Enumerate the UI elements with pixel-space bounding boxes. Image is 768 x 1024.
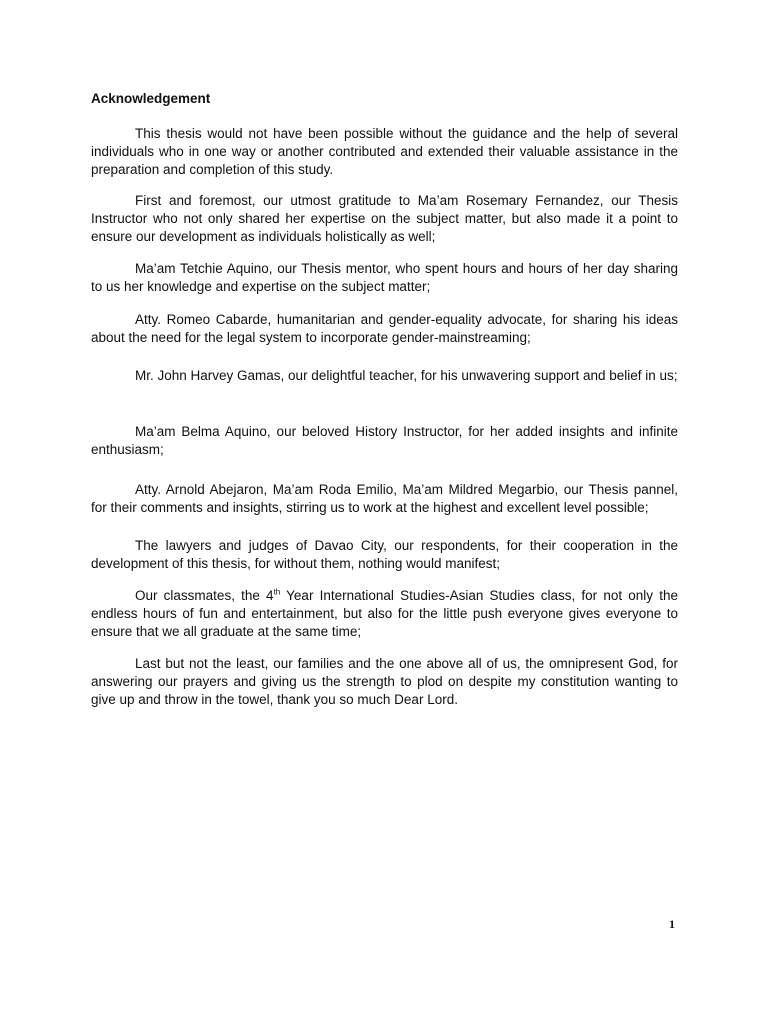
- paragraph-advocate: Atty. Romeo Cabarde, humanitarian and gender-equality advocate, for sharing his ideas about the need for the legal system to incorporate gender-mainstreaming;: [91, 312, 678, 345]
- paragraph-classmates: [91, 587, 678, 641]
- paragraph-thesis-panel: Atty. Arnold Abejaron, Ma’am Roda Emilio, Ma’am Mildred Megarbio, our Thesis pannel, for their comments and insights, stirring us to work at the highest and excellent level possible;: [91, 482, 678, 515]
- paragraph-classmates-text-start: Our classmates, the 4: [135, 588, 274, 603]
- paragraph-history-instructor: Ma’am Belma Aquino, our beloved History Instructor, for her added insights and infinite enthusiasm;: [91, 424, 678, 457]
- page-title: Acknowledgement: [91, 91, 211, 106]
- paragraph-teacher: Mr. John Harvey Gamas, our delightful teacher, for his unwavering support and belief in us;: [135, 368, 678, 383]
- paragraph-thesis-mentor: Ma’am Tetchie Aquino, our Thesis mentor, who spent hours and hours of her day sharing to us her knowledge and expertise on the subject matter;: [91, 261, 678, 294]
- paragraph-classmates-text-end: Year International Studies-Asian Studies class, for not only the endless hours of fun and entertainment, but also for the little push everyone gives everyone to ensure that we all graduate at the same time;: [91, 588, 678, 639]
- page-number: 1: [669, 917, 675, 931]
- paragraph-thesis-instructor: First and foremost, our utmost gratitude to Ma’am Rosemary Fernandez, our Thesis Instructor who not only shared her expertise on the subject matter, but also made it a point to ensure our development as individuals holistically as well;: [91, 193, 678, 244]
- paragraph-intro: This thesis would not have been possible without the guidance and the help of several individuals who in one way or another contributed and extended their valuable assistance in the preparation and completion of this study.: [91, 126, 678, 177]
- ordinal-suffix: th: [273, 587, 281, 597]
- paragraph-respondents: The lawyers and judges of Davao City, our respondents, for their cooperation in the development of this thesis, for without them, nothing would manifest;: [91, 538, 678, 571]
- paragraph-family-and-god: Last but not the least, our families and the one above all of us, the omnipresent God, for answering our prayers and giving us the strength to plod on despite my constitution wanting to give up and throw in the towel, thank you so much Dear Lord.: [91, 656, 678, 707]
